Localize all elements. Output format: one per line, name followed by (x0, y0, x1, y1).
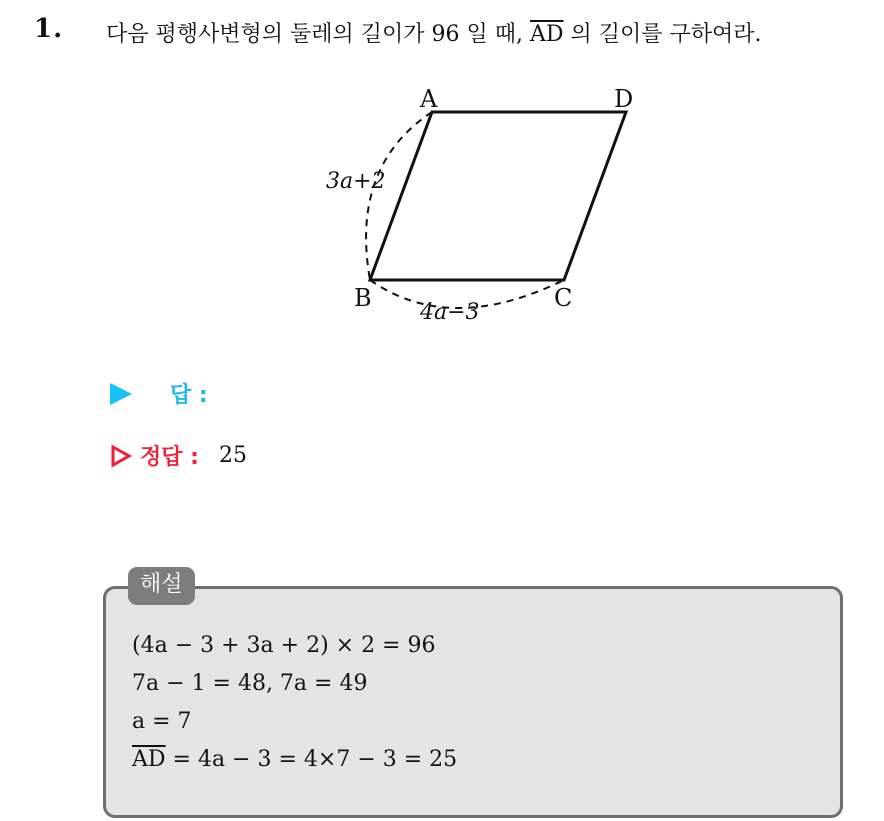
correct-answer-value: 25 (218, 443, 247, 468)
side-bc-label: 4a−3 (420, 300, 480, 325)
correct-answer-label: 정답 : (140, 445, 199, 470)
question-text (106, 17, 762, 48)
outline-triangle-icon (110, 444, 132, 468)
answer-row (110, 378, 208, 409)
solution-lines (132, 627, 457, 779)
solution-line-2: 7a − 1 = 48, 7a = 49 (132, 671, 368, 696)
play-triangle-icon (110, 383, 132, 405)
solution-line-4 (132, 741, 457, 779)
question-text-before: 다음 평행사변형의 둘레의 길이가 96 일 때, (106, 22, 530, 47)
correct-answer-row (110, 440, 247, 471)
vertex-b-label: B (354, 284, 372, 312)
side-ab-label: 3a+2 (326, 169, 386, 194)
question-text-after: 의 길이를 구하여라. (563, 22, 762, 47)
vertex-a-label: A (420, 85, 438, 113)
vertex-c-label: C (554, 284, 573, 312)
question-segment-ad: $\overline{AD}$ (529, 22, 564, 47)
solution-line-4-rest: = 4a − 3 = 4×7 − 3 = 25 (165, 747, 458, 772)
solution-tag: 해설 (128, 567, 195, 605)
solution-line-3: a = 7 (132, 709, 192, 734)
question-number: 1. (34, 14, 64, 44)
solution-box (103, 586, 843, 818)
solution-line-1: (4a − 3 + 3a + 2) × 2 = 96 (132, 633, 436, 658)
solution-segment-ad: $\overline{AD}$ (132, 747, 166, 772)
parallelogram-figure (300, 76, 660, 336)
parallelogram-shape (370, 112, 626, 280)
vertex-d-label: D (614, 85, 634, 113)
answer-label: 답 : (170, 383, 208, 408)
